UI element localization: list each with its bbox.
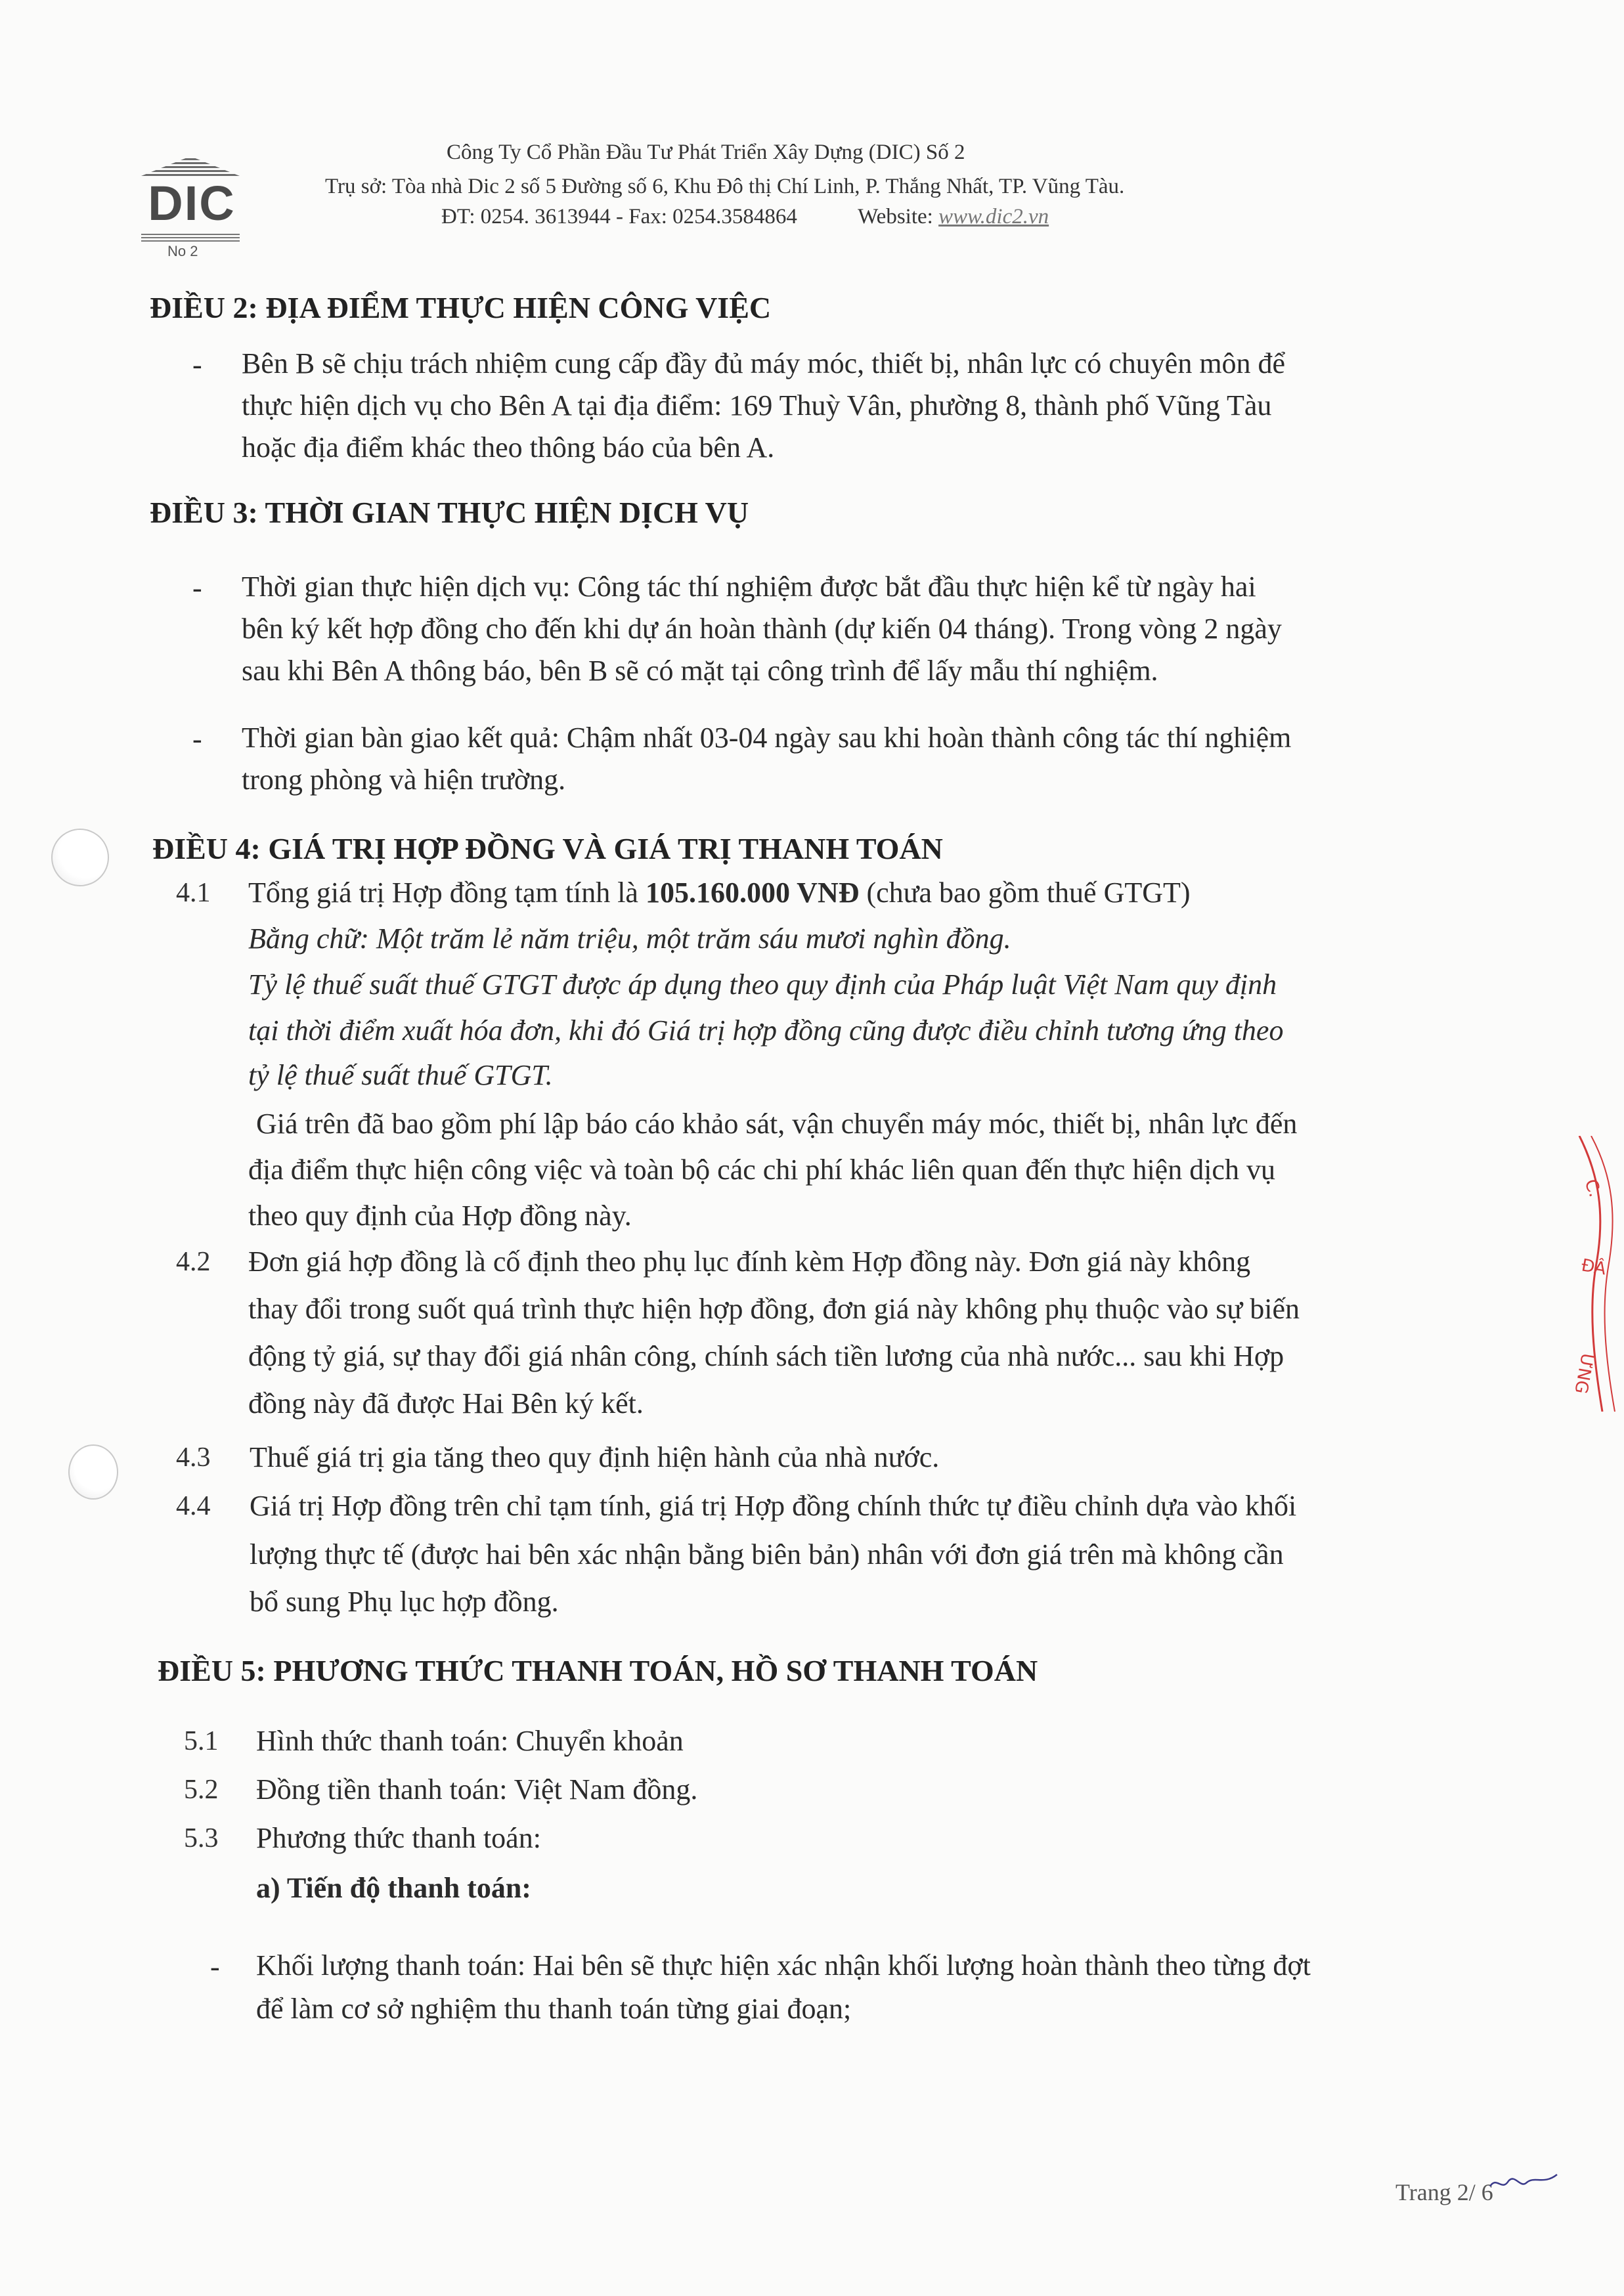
clause-number: 4.1 <box>176 878 211 908</box>
logo-stripes <box>141 234 240 242</box>
article-3-line: trong phòng và hiện trường. <box>242 764 566 796</box>
clause-number: 5.1 <box>184 1726 219 1756</box>
clause-4-2-line: đồng này đã được Hai Bên ký kết. <box>248 1387 644 1419</box>
company-address: Trụ sở: Tòa nhà Dic 2 số 5 Đường số 6, Khu Đô thị Chí Linh, P. Thắng Nhất, TP. Vũng Tàu. <box>325 175 1125 198</box>
clause-4-3: Thuế giá trị gia tăng theo quy định hiện hành của nhà nước. <box>250 1441 940 1473</box>
logo-roof-icon <box>141 156 240 176</box>
clause-number: 4.2 <box>176 1247 211 1277</box>
red-stamp-fragment <box>1566 1136 1619 1412</box>
vat-note-line: tỷ lệ thuế suất thuế GTGT. <box>248 1059 553 1091</box>
clause-number: 5.2 <box>184 1775 219 1805</box>
clause-number: 4.3 <box>176 1442 211 1473</box>
website-link[interactable]: www.dic2.vn <box>938 205 1049 228</box>
clause-4-4-line: Giá trị Hợp đồng trên chỉ tạm tính, giá trị Hợp đồng chính thức tự điều chỉnh dựa vào khối <box>250 1490 1297 1522</box>
website-label: Website: <box>858 205 933 228</box>
svg-text:ỨNG: ỨNG <box>1570 1351 1597 1395</box>
page-number: Trang 2/ 6 <box>1395 2179 1493 2205</box>
price-line: theo quy định của Hợp đồng này. <box>248 1200 632 1232</box>
company-logo <box>135 150 246 261</box>
article-3-heading: ĐIỀU 3: THỜI GIAN THỰC HIỆN DỊCH VỤ <box>150 496 749 529</box>
article-3-line: Thời gian thực hiện dịch vụ: Công tác thí nghiệm được bắt đầu thực hiện kể từ ngày hai <box>242 571 1256 603</box>
clause-4-4-line: lượng thực tế (được hai bên xác nhận bằng biên bản) nhân với đơn giá trên mà không cần <box>250 1538 1284 1570</box>
clause-text: Tổng giá trị Hợp đồng tạm tính là <box>248 877 646 909</box>
svg-text:ĐÂ: ĐÂ <box>1579 1255 1608 1280</box>
article-5-heading: ĐIỀU 5: PHƯƠNG THỨC THANH TOÁN, HỒ SƠ THANH TOÁN <box>158 1654 1038 1687</box>
clause-4-2-line: Đơn giá hợp đồng là cố định theo phụ lục đính kèm Hợp đồng này. Đơn giá này không <box>248 1245 1251 1278</box>
clause-4-1 <box>248 876 1191 909</box>
article-3-line: sau khi Bên A thông báo, bên B sẽ có mặt tại công trình để lấy mẫu thí nghiệm. <box>242 655 1158 687</box>
clause-4-2-line: thay đổi trong suốt quá trình thực hiện hợp đồng, đơn giá này không phụ thuộc vào sự biến <box>248 1293 1300 1325</box>
phone-fax: ĐT: 0254. 3613944 - Fax: 0254.3584864 <box>441 205 797 228</box>
article-2-line: Bên B sẽ chịu trách nhiệm cung cấp đầy đủ máy móc, thiết bị, nhân lực có chuyên môn để <box>242 347 1286 379</box>
article-2-line: hoặc địa điểm khác theo thông báo của bên A. <box>242 431 775 464</box>
svg-text:C.: C. <box>1580 1177 1605 1200</box>
vat-note-line: Tỷ lệ thuế suất thuế GTGT được áp dụng theo quy định của Pháp luật Việt Nam quy định <box>248 968 1277 1001</box>
contract-amount: 105.160.000 VNĐ <box>645 877 860 909</box>
article-3-line: bên ký kết hợp đồng cho đến khi dự án hoàn thành (dự kiến 04 tháng). Trong vòng 2 ngày <box>242 613 1282 645</box>
price-line: Giá trên đã bao gồm phí lập báo cáo khảo sát, vận chuyển máy móc, thiết bị, nhân lực đến <box>256 1108 1298 1140</box>
price-line: địa điểm thực hiện công việc và toàn bộ các chi phí khác liên quan đến thực hiện dịch vụ <box>248 1154 1275 1186</box>
article-2-line: thực hiện dịch vụ cho Bên A tại địa điểm: 169 Thuỳ Vân, phường 8, thành phố Vũng Tàu <box>242 389 1272 422</box>
article-2-heading: ĐIỀU 2: ĐỊA ĐIỂM THỰC HIỆN CÔNG VIỆC <box>150 291 772 324</box>
article-4-heading: ĐIỀU 4: GIÁ TRỊ HỢP ĐỒNG VÀ GIÁ TRỊ THANH TOÁN <box>152 832 943 865</box>
bullet-dash: - <box>192 572 202 604</box>
logo-sub: No 2 <box>167 243 198 259</box>
clause-number: 4.4 <box>176 1491 211 1521</box>
bullet-dash: - <box>210 1951 220 1983</box>
article-3-line: Thời gian bàn giao kết quả: Chậm nhất 03-04 ngày sau khi hoàn thành công tác thí nghiệm <box>242 722 1292 754</box>
bullet-dash: - <box>192 723 202 755</box>
clause-number: 5.3 <box>184 1823 219 1853</box>
clause-5-2: Đồng tiền thanh toán: Việt Nam đồng. <box>256 1773 698 1806</box>
payment-line: để làm cơ sở nghiệm thu thanh toán từng giai đoạn; <box>256 1993 852 2025</box>
sub-heading-a: a) Tiến độ thanh toán: <box>256 1872 531 1904</box>
company-contact <box>441 205 1049 229</box>
punch-hole <box>51 829 109 886</box>
clause-4-2-line: động tỷ giá, sự thay đổi giá nhân công, chính sách tiền lương của nhà nước... sau khi Hợp <box>248 1340 1284 1372</box>
clause-5-3: Phương thức thanh toán: <box>256 1822 541 1854</box>
vat-note-line: tại thời điểm xuất hóa đơn, khi đó Giá trị hợp đồng cũng được điều chỉnh tương ứng theo <box>248 1014 1284 1047</box>
payment-line: Khối lượng thanh toán: Hai bên sẽ thực hiện xác nhận khối lượng hoàn thành theo từng đợt <box>256 1949 1311 1982</box>
punch-hole <box>68 1444 118 1500</box>
company-name: Công Ty Cổ Phần Đầu Tư Phát Triển Xây Dựng (DIC) Số 2 <box>447 141 965 164</box>
initials-signature <box>1487 2169 1560 2196</box>
clause-text: (chưa bao gồm thuế GTGT) <box>859 877 1191 909</box>
clause-4-4-line: bổ sung Phụ lục hợp đồng. <box>250 1586 559 1618</box>
clause-5-1: Hình thức thanh toán: Chuyển khoản <box>256 1725 684 1757</box>
bullet-dash: - <box>192 349 202 381</box>
amount-in-words: Bằng chữ: Một trăm lẻ năm triệu, một trăm sáu mươi nghìn đồng. <box>248 922 1011 955</box>
logo-text: DIC <box>148 176 236 230</box>
